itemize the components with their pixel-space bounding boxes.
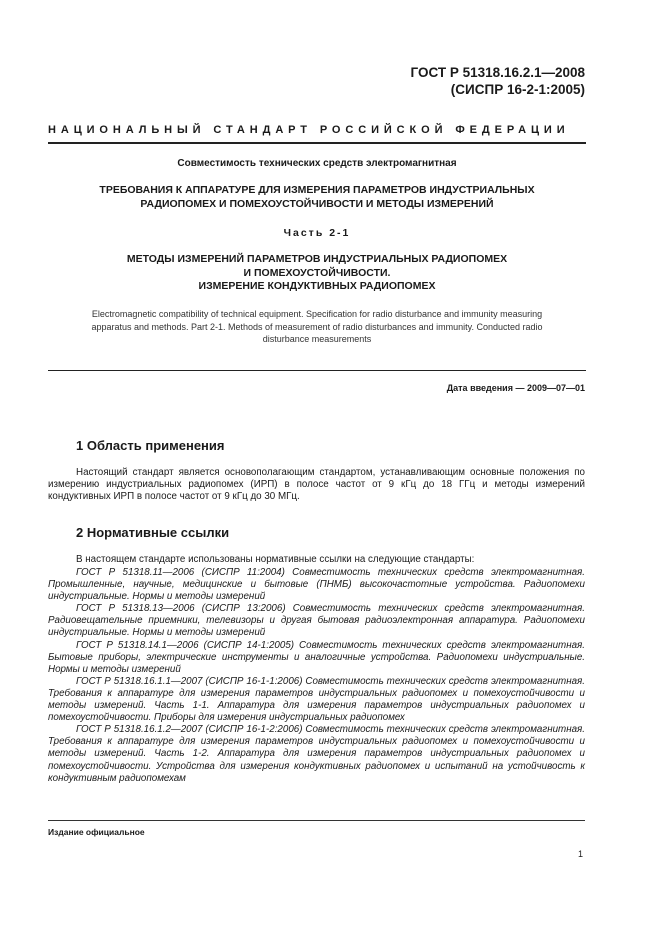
cispr-code: (СИСПР 16-2-1:2005) [450,82,585,97]
standard-code: ГОСТ Р 51318.16.2.1—2008 [410,65,585,80]
part-label: Часть 2-1 [283,227,351,239]
english-title-line: disturbance measurements [262,334,372,344]
title-line: И ПОМЕХОУСТОЙЧИВОСТИ. [243,266,391,279]
introduction-date: Дата введения — 2009—07—01 [446,383,585,393]
standard-code-block [411,64,586,98]
english-title-line: apparatus and methods. Part 2-1. Methods of measurement of radio disturbances and immunity. Conducted radio [91,321,543,332]
references-list [48,567,585,785]
footer-divider [48,820,585,821]
top-divider [48,142,586,144]
section-2-lead: В настоящем стандарте использованы нормативные ссылки на следующие стандарты: [76,554,475,565]
reference-item: ГОСТ Р 51318.14.1—2006 (СИСПР 14-1:2005) Совместимость технических средств электромагнитная. Бытовые приборы, электрические инструменты и аналогичные устройства. Радиопомехи индустриальные. Нормы и методы измерений [48,639,585,675]
title-line: ИЗМЕРЕНИЕ КОНДУКТИВНЫХ РАДИОПОМЕХ [198,280,436,292]
title-line: ТРЕБОВАНИЯ К АППАРАТУРЕ ДЛЯ ИЗМЕРЕНИЯ ПАРАМЕТРОВ ИНДУСТРИАЛЬНЫХ [99,184,535,196]
official-edition-label: Издание официальное [48,827,145,837]
part-title [48,253,586,294]
section-1-paragraph: Настоящий стандарт является основополагающим стандартом, устанавливающим основные положения по измерению индустриальных радиопомех (ИРП) в полосе частот от 9 кГц до 18 ГГц и методы измерений кондуктивных ИРП в полосе частот от 9 кГц до 30 МГц. [48,467,585,503]
section-1-text [48,467,585,504]
reference-item: ГОСТ Р 51318.16.1.2—2007 (СИСПР 16-1-2:2006) Совместимость технических средств электромагнитная. Требования к аппаратуре для измерения параметров индустриальных радиопомех и помехоустойчивости и методы измерений. Часть 1-2. Аппаратура для измерения параметров индустриальных радиопомех и помехоустойчивости. Устройства для измерения кондуктивных радиопомех и испытаний на устойчивость к кондуктивным радиопомехам [48,724,585,784]
reference-item: ГОСТ Р 51318.13—2006 (СИСПР 13:2006) Совместимость технических средств электромагнитная. Радиовещательные приемники, телевизоры и другая бытовая радиоэлектронная аппаратура. Радиопомехи индустриальные. Нормы и методы измерений [48,603,585,639]
page-number: 1 [577,849,583,859]
middle-divider [48,370,586,371]
section-1-heading: 1 Область применения [76,438,225,453]
title-line: МЕТОДЫ ИЗМЕРЕНИЙ ПАРАМЕТРОВ ИНДУСТРИАЛЬНЫХ РАДИОПОМЕХ [126,253,508,265]
reference-item: ГОСТ Р 51318.11—2006 (СИСПР 11:2004) Совместимость технических средств электромагнитная. Промышленные, научные, медицинские и бытовые (ПНМБ) высокочастотные устройства. Радиопомехи индустриальные. Нормы и методы измерений [48,567,585,603]
section-2-heading: 2 Нормативные ссылки [76,525,230,540]
document-title [48,184,586,211]
national-standard-banner: НАЦИОНАЛЬНЫЙ СТАНДАРТ РОССИЙСКОЙ ФЕДЕРАЦИИ [48,124,570,136]
english-title-line: Electromagnetic compatibility of technical equipment. Specification for radio disturbance and immunity measuring [91,309,543,319]
english-title [48,308,586,346]
document-subtitle: Совместимость технических средств электромагнитная [177,158,457,169]
reference-item: ГОСТ Р 51318.16.1.1—2007 (СИСПР 16-1-1:2006) Совместимость технических средств электромагнитная. Требования к аппаратуре для измерения параметров индустриальных радиопомех и помехоустойчивости и методы измерений. Часть 1-1. Аппаратура для измерения параметров индустриальных радиопомех и помехоустойчивости. Приборы для измерения индустриальных радиопомех [48,675,585,724]
title-line: РАДИОПОМЕХ И ПОМЕХОУСТОЙЧИВОСТИ И МЕТОДЫ ИЗМЕРЕНИЙ [140,197,494,210]
